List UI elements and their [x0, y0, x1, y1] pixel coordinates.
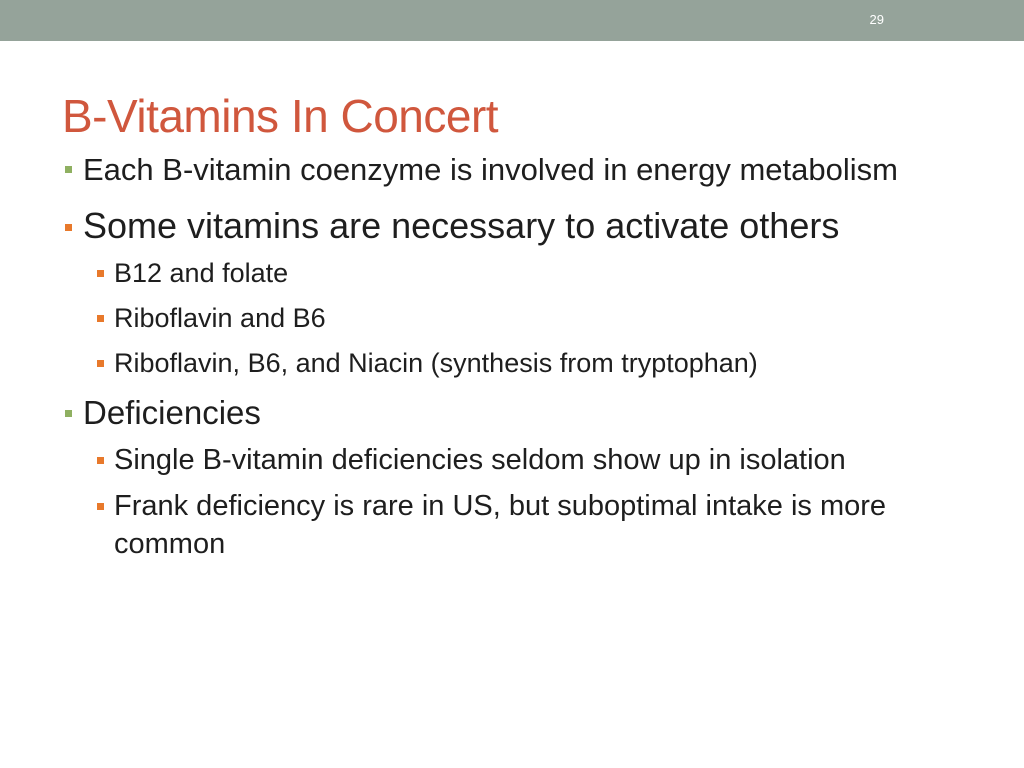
square-bullet-icon — [97, 270, 104, 277]
square-bullet-icon — [65, 166, 72, 173]
bullet-item — [62, 204, 962, 248]
square-bullet-icon — [97, 503, 104, 510]
square-bullet-icon — [97, 315, 104, 322]
sub-bullet-text: Riboflavin, B6, and Niacin (synthesis from tryptophan) — [114, 348, 758, 378]
slide-title: B-Vitamins In Concert — [62, 90, 499, 142]
sub-bullet-text: Single B-vitamin deficiencies seldom show up in isolation — [114, 444, 846, 476]
bullet-item — [62, 150, 962, 190]
sub-bullet-item — [62, 256, 962, 290]
top-bar — [0, 0, 1024, 41]
slide-number: 29 — [869, 12, 884, 27]
sub-bullet-text: B12 and folate — [114, 258, 289, 288]
sub-bullet-item — [62, 346, 962, 380]
bullet-text: Deficiencies — [83, 394, 261, 431]
sub-bullet-item — [62, 301, 962, 335]
square-bullet-icon — [65, 224, 72, 231]
square-bullet-icon — [97, 457, 104, 464]
sub-bullet-text: Riboflavin and B6 — [114, 303, 326, 333]
slide-content — [62, 150, 962, 563]
square-bullet-icon — [65, 410, 72, 417]
square-bullet-icon — [97, 360, 104, 367]
sub-bullet-text: Frank deficiency is rare in US, but suboptimal intake is more common — [114, 490, 887, 560]
bullet-text: Each B-vitamin coenzyme is involved in energy metabolism — [83, 152, 898, 187]
sub-bullet-item — [62, 441, 962, 479]
sub-bullet-item — [62, 487, 962, 563]
bullet-text: Some vitamins are necessary to activate others — [83, 205, 840, 246]
bullet-item — [62, 393, 962, 433]
